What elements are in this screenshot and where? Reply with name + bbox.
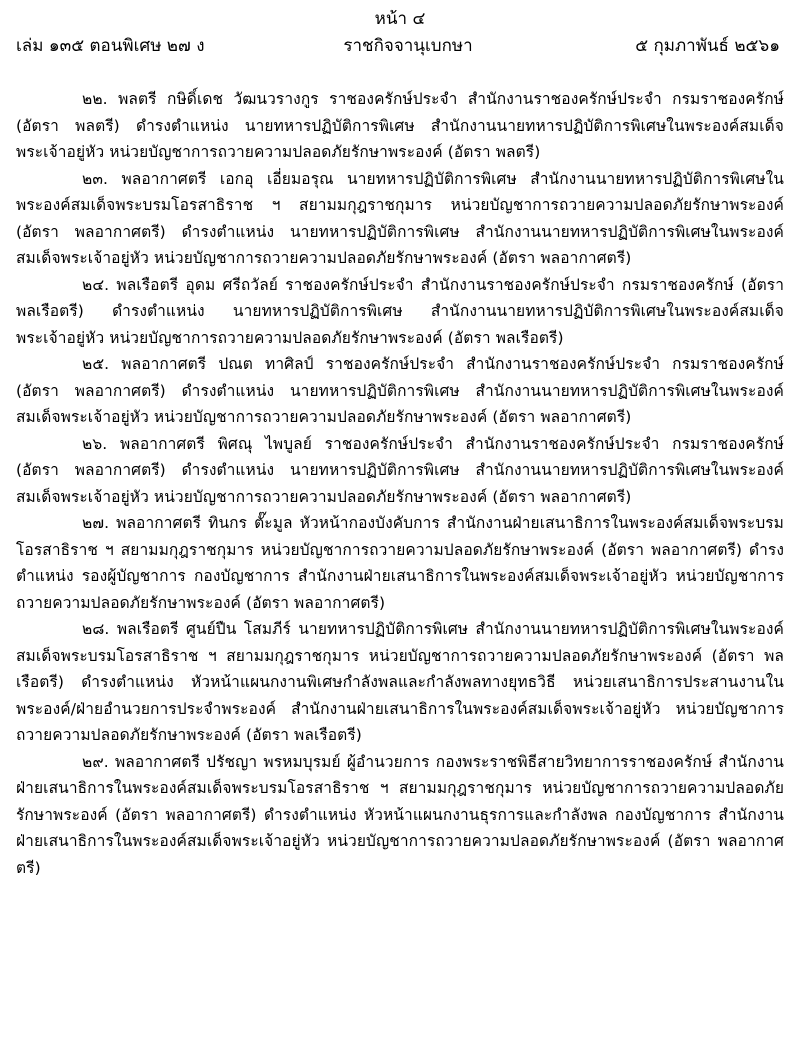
volume-info: เล่ม ๑๓๕ ตอนพิเศษ ๒๗ ง <box>16 36 205 56</box>
document-body <box>16 86 784 881</box>
appointment-entry: ๒๘. พลเรือตรี ศูนย์ปืน โสมภีร์ นายทหารปฏิบัติการพิเศษ สำนักงานนายทหารปฏิบัติการพิเศษในพระองค์สมเด็จพระบรมโอรสาธิราช ฯ สยามมกุฎราชกุมาร หน่วยบัญชาการถวายความปลอดภัยรักษาพระองค์ (อัตรา พลเรือตรี) ดำรงตำแหน่ง หัวหน้าแผนกงานพิเศษกำลังพลและกำลังพลทางยุทธวิธี หน่วยเสนาธิการประสานงานในพระองค์/ฝ่ายอำนวยการประจำพระองค์ สำนักงานฝ่ายเสนาธิการในพระองค์สมเด็จพระเจ้าอยู่หัว หน่วยบัญชาการถวายความปลอดภัยรักษาพระองค์ (อัตรา พลเรือตรี) <box>16 620 784 744</box>
appointment-entry: ๒๙. พลอากาศตรี ปรัชญา พรหมบุรมย์ ผู้อำนวยการ กองพระราชพิธีสายวิทยาการราชองครักษ์ สำนักงานฝ่ายเสนาธิการในพระองค์สมเด็จพระบรมโอรสาธิราช ฯ สยามมกุฎราชกุมาร หน่วยบัญชาการถวายความปลอดภัยรักษาพระองค์ (อัตรา พลอากาศตรี) ดำรงตำแหน่ง หัวหน้าแผนกงานธุรการและกำลังพล กองบัญชาการ สำนักงานฝ่ายเสนาธิการในพระองค์สมเด็จพระเจ้าอยู่หัว หน่วยบัญชาการถวายความปลอดภัยรักษาพระองค์ (อัตรา พลอากาศตรี) <box>16 752 785 877</box>
appointment-entry: ๒๔. พลเรือตรี อุดม ศรีถวัลย์ ราชองครักษ์ประจำ สำนักงานราชองครักษ์ประจำ กรมราชองครักษ์ (อัตรา พลเรือตรี) ดำรงตำแหน่ง นายทหารปฏิบัติการพิเศษ สำนักงานนายทหารปฏิบัติการพิเศษในพระองค์สมเด็จพระเจ้าอยู่หัว หน่วยบัญชาการถวายความปลอดภัยรักษาพระองค์ (อัตรา พลเรือตรี) <box>16 275 784 347</box>
gazette-header <box>16 34 784 58</box>
appointment-entry: ๒๖. พลอากาศตรี พิศณุ ไพบูลย์ ราชองครักษ์ประจำ สำนักงานราชองครักษ์ประจำ กรมราชองครักษ์ (อัตรา พลอากาศตรี) ดำรงตำแหน่ง นายทหารปฏิบัติการพิเศษ สำนักงานนายทหารปฏิบัติการพิเศษในพระองค์สมเด็จพระเจ้าอยู่หัว หน่วยบัญชาการถวายความปลอดภัยรักษาพระองค์ (อัตรา พลอากาศตรี) <box>16 434 784 506</box>
appointment-entry: ๒๓. พลอากาศตรี เอกอุ เอี่ยมอรุณ นายทหารปฏิบัติการพิเศษ สำนักงานนายทหารปฏิบัติการพิเศษในพระองค์สมเด็จพระบรมโอรสาธิราช ฯ สยามมกุฎราชกุมาร หน่วยบัญชาการถวายความปลอดภัยรักษาพระองค์ (อัตรา พลอากาศตรี) ดำรงตำแหน่ง นายทหารปฏิบัติการพิเศษ สำนักงานนายทหารปฏิบัติการพิเศษในพระองค์สมเด็จพระเจ้าอยู่หัว หน่วยบัญชาการถวายความปลอดภัยรักษาพระองค์ (อัตรา พลอากาศตรี) <box>16 169 784 267</box>
appointment-entry: ๒๒. พลตรี กษิดิ์เดช วัฒนวรางกูร ราชองครักษ์ประจำ สำนักงานราชองครักษ์ประจำ กรมราชองครักษ์ (อัตรา พลตรี) ดำรงตำแหน่ง นายทหารปฏิบัติการพิเศษ สำนักงานนายทหารปฏิบัติการพิเศษในพระองค์สมเด็จพระเจ้าอยู่หัว หน่วยบัญชาการถวายความปลอดภัยรักษาพระองค์ (อัตรา พลตรี) <box>16 90 784 161</box>
publication-title: ราชกิจจานุเบกษา <box>343 36 473 56</box>
publication-date: ๕ กุมภาพันธ์ ๒๕๖๑ <box>635 36 780 56</box>
page-number: หน้า ๔ <box>374 9 426 29</box>
appointment-entry: ๒๕. พลอากาศตรี ปณต ทาศิลป์ ราชองครักษ์ประจำ สำนักงานราชองครักษ์ประจำ กรมราชองครักษ์ (อัตรา พลอากาศตรี) ดำรงตำแหน่ง นายทหารปฏิบัติการพิเศษ สำนักงานนายทหารปฏิบัติการพิเศษในพระองค์สมเด็จพระเจ้าอยู่หัว หน่วยบัญชาการถวายความปลอดภัยรักษาพระองค์ (อัตรา พลอากาศตรี) <box>16 355 784 426</box>
appointment-entry: ๒๗. พลอากาศตรี ทินกร ตั๊ะมูล หัวหน้ากองบังคับการ สำนักงานฝ่ายเสนาธิการในพระองค์สมเด็จพระบรมโอรสาธิราช ฯ สยามมกุฎราชกุมาร หน่วยบัญชาการถวายความปลอดภัยรักษาพระองค์ (อัตรา พลอากาศตรี) ดำรงตำแหน่ง รองผู้บัญชาการ กองบัญชาการ สำนักงานฝ่ายเสนาธิการในพระองค์สมเด็จพระเจ้าอยู่หัว หน่วยบัญชาการถวายความปลอดภัยรักษาพระองค์ (อัตรา พลอากาศตรี) <box>16 514 784 612</box>
